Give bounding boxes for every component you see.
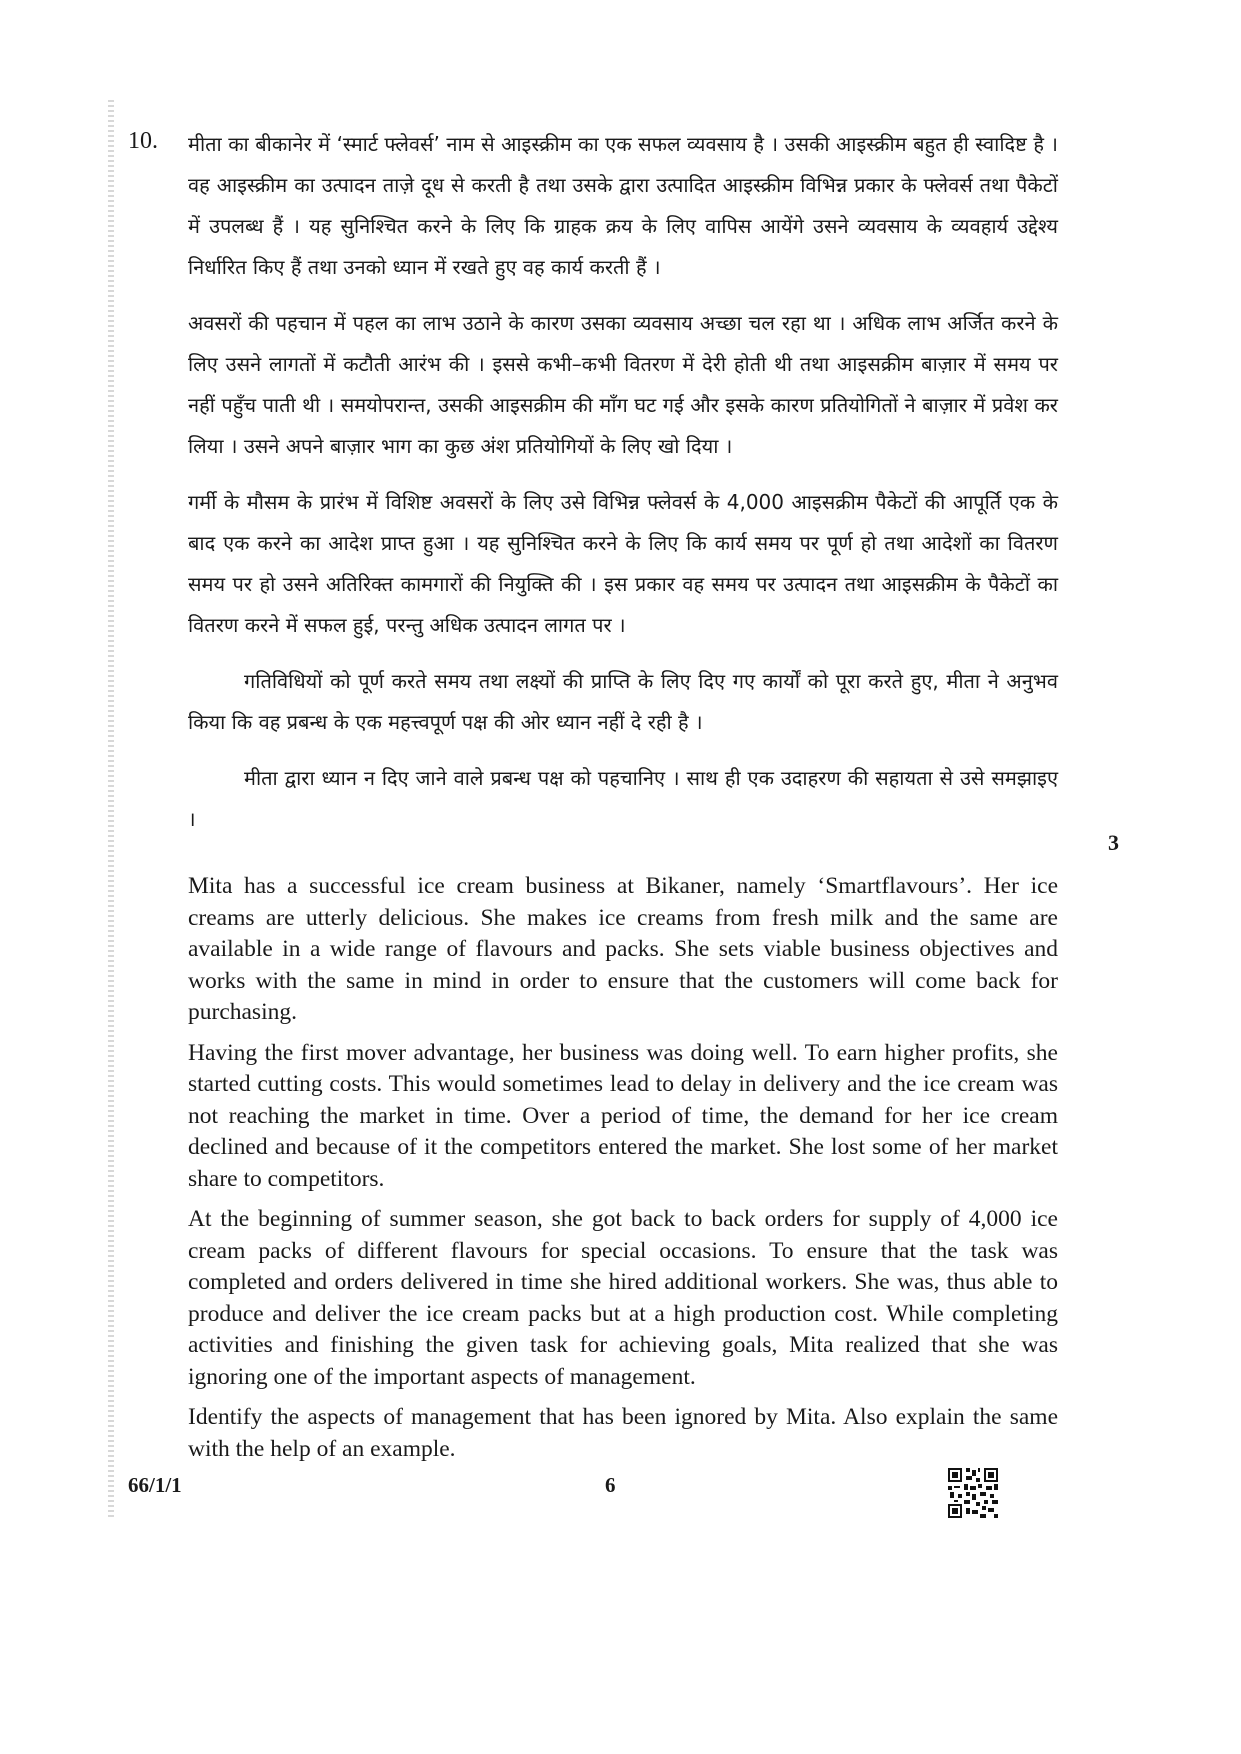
question-marks: 3 <box>1108 830 1119 855</box>
paper-code: 66/1/1 <box>128 1473 182 1497</box>
english-text <box>188 871 1058 1474</box>
hindi-text <box>188 124 1058 855</box>
hindi-paragraph-3: गर्मी के मौसम के प्रारंभ में विशिष्ट अवसरों के लिए उसे विभिन्न फ्लेवर्स के 4,000 आइसक्रीम पैकेटों की आपूर्ति एक के बाद एक करने का आदेश प्राप्त हुआ । यह सुनिश्चित करने के लिए कि कार्य समय पर पूर्ण हो तथा आदेशों का वितरण समय पर हो उसने अतिरिक्त कामगारों की नियुक्ति की । इस प्रकार वह समय पर उत्पादन तथा आइसक्रीम के पैकेटों का वितरण करने में सफल हुई, परन्तु अधिक उत्पादन लागत पर । <box>188 490 1058 637</box>
hindi-paragraph-1: मीता का बीकानेर में ‘स्मार्ट फ्लेवर्स’ नाम से आइस्क्रीम का एक सफल व्यवसाय है । उसकी आइस्क्रीम बहुत ही स्वादिष्ट है । वह आइस्क्रीम का उत्पादन ताज़े दूध से करती है तथा उसके द्वारा उत्पादित आइस्क्रीम विभिन्न प्रकार के फ्लेवर्स तथा पैकेटों में उपलब्ध हैं । यह सुनिश्चित करने के लिए कि ग्राहक क्रय के लिए वापिस आयेंगे उसने व्यवसाय के व्यवहार्य उद्देश्य निर्धारित किए हैं तथा उनको ध्यान में रखते हुए वह कार्य करती हैं । <box>188 132 1058 279</box>
english-question-prompt: Identify the aspects of management that has been ignored by Mita. Also explain the same with the help of an example. <box>188 1404 1058 1462</box>
question-number: 10. <box>128 128 158 154</box>
english-paragraph-2: Having the first mover advantage, her business was doing well. To earn higher profits, she started cutting costs. This would sometimes lead to delay in delivery and the ice cream was not reaching the market in time. Over a period of time, the demand for her ice cream declined and because of it the competitors entered the market. She lost some of her market share to competitors. <box>188 1039 1058 1192</box>
hindi-paragraph-4: गतिविधियों को पूर्ण करते समय तथा लक्ष्यों की प्राप्ति के लिए दिए गए कार्यों को पूरा करते हुए, मीता ने अनुभव किया कि वह प्रबन्ध के एक महत्त्वपूर्ण पक्ष की ओर ध्यान नहीं दे रही है । <box>188 669 1058 734</box>
hindi-paragraph-2: अवसरों की पहचान में पहल का लाभ उठाने के कारण उसका व्यवसाय अच्छा चल रहा था । अधिक लाभ अर्जित करने के लिए उसने लागतों में कटौती आरंभ की । इससे कभी–कभी वितरण में देरी होती थी तथा आइसक्रीम बाज़ार में समय पर नहीं पहुँच पाती थी । समयोपरान्त, उसकी आइसक्रीम की माँग घट गई और इसके कारण प्रतियोगितों ने बाज़ार में प्रवेश कर लिया । उसने अपने बाज़ार भाग का कुछ अंश प्रतियोगियों के लिए खो दिया । <box>188 311 1058 458</box>
qr-code-icon <box>948 1468 998 1518</box>
english-paragraph-3: At the beginning of summer season, she got back to back orders for supply of 4,000 ice cream packs of different flavours for special occasions. To ensure that the task was completed and orders delivered in time she hired additional workers. She was, thus able to produce and deliver the ice cream packs but at a high production cost. While completing activities and finishing the given task for achieving goals, Mita realized that she was ignoring one of the important aspects of management. <box>188 1206 1058 1390</box>
hindi-question-prompt: मीता द्वारा ध्यान न दिए जाने वाले प्रबन्ध पक्ष को पहचानिए । साथ ही एक उदाहरण की सहायता से उसे समझाइए । <box>188 766 1058 831</box>
page-number: 6 <box>605 1473 616 1497</box>
margin-security-strip <box>108 100 114 1520</box>
english-paragraph-1: Mita has a successful ice cream business at Bikaner, namely ‘Smartflavours’. Her ice creams are utterly delicious. She makes ice creams from fresh milk and the same are available in a wide range of flavours and packs. She sets viable business objectives and works with the same in mind in order to ensure that the customers will come back for purchasing. <box>188 873 1058 1025</box>
